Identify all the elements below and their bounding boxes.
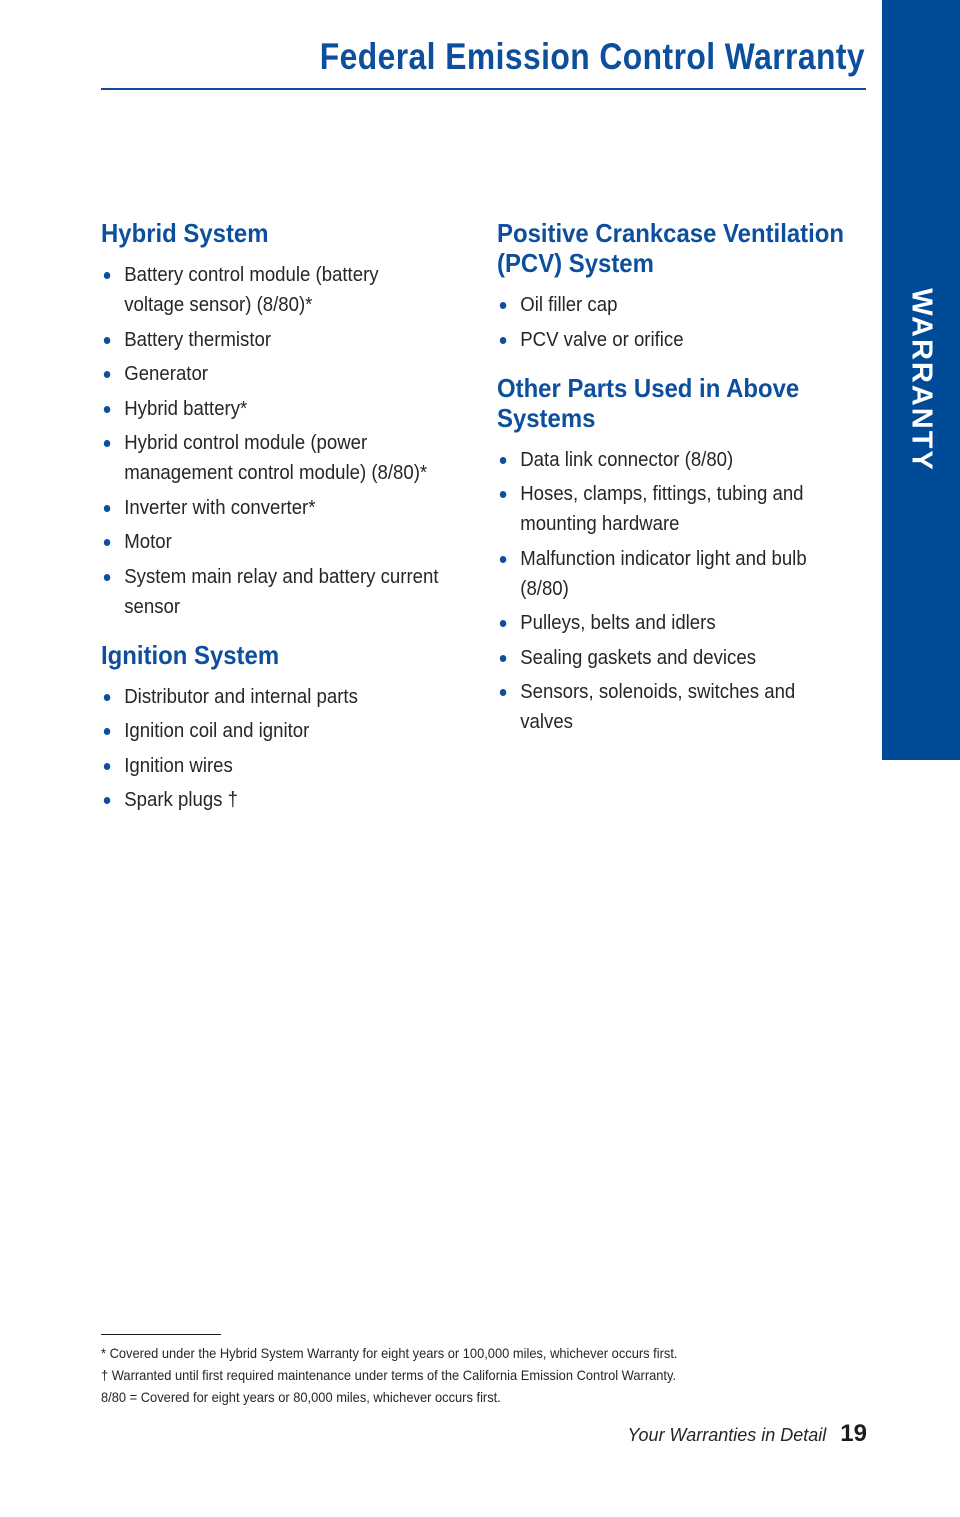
footnote-asterisk: * Covered under the Hybrid System Warranty for eight years or 100,000 miles, whichever occurs first. — [101, 1345, 678, 1361]
list-item: Motor — [101, 527, 489, 557]
list-item: Oil filler cap — [497, 290, 885, 320]
list-item: Battery control module (battery voltage sensor) (8/80)* — [101, 260, 489, 320]
left-column — [101, 218, 471, 833]
bullet-icon — [104, 440, 111, 447]
bullet-icon — [104, 337, 111, 344]
list-item: System main relay and battery current sensor — [101, 562, 489, 622]
bullet-icon — [500, 302, 507, 309]
list-item: Inverter with converter* — [101, 493, 489, 523]
section-pcv-system — [497, 218, 867, 355]
list-item: Spark plugs † — [101, 785, 489, 815]
list-item: Ignition wires — [101, 751, 489, 781]
page-footer — [628, 1420, 867, 1448]
bullet-icon — [500, 689, 507, 696]
page-title: Federal Emission Control Warranty — [319, 36, 865, 77]
list-item: Battery thermistor — [101, 325, 489, 355]
bullet-icon — [104, 539, 111, 546]
bullet-icon — [104, 728, 111, 735]
list-item: Hybrid control module (power management control module) (8/80)* — [101, 428, 489, 488]
footer-label: Your Warranties in Detail — [627, 1425, 827, 1445]
bullet-icon — [104, 763, 111, 770]
bullet-icon — [104, 371, 111, 378]
section-title: Hybrid System — [101, 218, 269, 248]
bullet-icon — [104, 272, 111, 279]
right-column — [497, 218, 867, 755]
side-tab-label: WARRANTY — [905, 288, 938, 472]
bullet-icon — [104, 694, 111, 701]
list-item: Hybrid battery* — [101, 394, 489, 424]
footnote-dagger: † Warranted until first required maintenance under terms of the California Emission Control Warranty. — [101, 1367, 677, 1383]
bullet-icon — [500, 655, 507, 662]
section-other-parts — [497, 373, 867, 738]
section-hybrid-system — [101, 218, 471, 622]
title-divider — [101, 88, 866, 90]
section-ignition-system — [101, 640, 471, 816]
list-item: Sealing gaskets and devices — [497, 643, 885, 673]
section-title: Other Parts Used in Above Systems — [497, 372, 800, 433]
bullet-icon — [500, 457, 507, 464]
section-title: Positive Crankcase Ventilation (PCV) System — [497, 218, 844, 278]
bullet-icon — [104, 797, 111, 804]
list-item: Hoses, clamps, fittings, tubing and mounting hardware — [497, 479, 885, 539]
list-item: PCV valve or orifice — [497, 325, 885, 355]
page-number: 19 — [840, 1420, 867, 1447]
list-item: Pulleys, belts and idlers — [497, 608, 885, 638]
section-side-tab — [882, 0, 960, 760]
bullet-icon — [104, 406, 111, 413]
bullet-icon — [500, 491, 507, 498]
list-item: Generator — [101, 359, 489, 389]
list-item: Malfunction indicator light and bulb (8/80) — [497, 544, 885, 604]
bullet-icon — [500, 556, 507, 563]
list-item: Sensors, solenoids, switches and valves — [497, 677, 885, 737]
bullet-icon — [104, 574, 111, 581]
bullet-icon — [500, 620, 507, 627]
bullet-icon — [500, 337, 507, 344]
list-item: Distributor and internal parts — [101, 682, 489, 712]
footnote-divider — [101, 1334, 221, 1335]
list-item: Data link connector (8/80) — [497, 445, 885, 475]
footnotes — [101, 1342, 809, 1408]
footnote-8-80: 8/80 = Covered for eight years or 80,000 miles, whichever occurs first. — [101, 1389, 501, 1405]
section-title: Ignition System — [101, 639, 280, 670]
bullet-icon — [104, 505, 111, 512]
list-item: Ignition coil and ignitor — [101, 716, 489, 746]
